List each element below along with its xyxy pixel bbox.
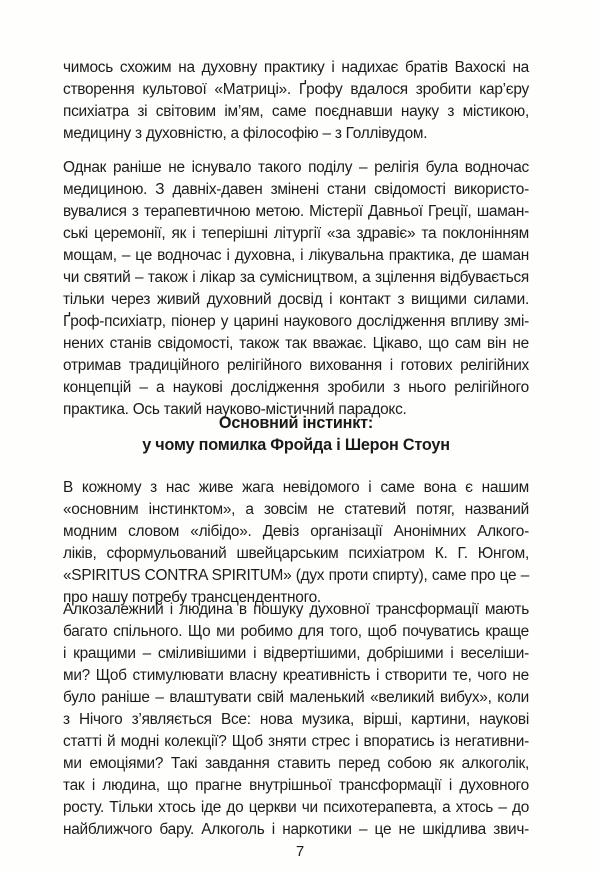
- text-line: росту. Тільки хтось іде до церкви чи психотерапевта, а хтось – до: [63, 799, 529, 816]
- text-line: з Нічого з’являється Все: нова музика, вірші, картини, наукові: [63, 711, 529, 728]
- text-line: ські церемонії, як і теперішні літургії «за здравіє» та поклонінням: [63, 225, 529, 242]
- text-line: концепцій – а наукові дослідження зробили з нього релігійного: [63, 379, 529, 396]
- text-line: отримав традиційного релігійного виховання і готових релігійних: [63, 357, 529, 374]
- paragraph-basic-instinct: [63, 477, 529, 609]
- text-line: Однак раніше не існувало такого поділу – релігія була водночас: [63, 159, 529, 176]
- text-line: чимось схожим на духовну практику і надихає братів Вахоскі на: [63, 59, 529, 76]
- text-line: медицину з духовністю, а філософію – з Голлівудом.: [63, 125, 428, 142]
- text-line: найближчого бару. Алкоголь і наркотики – це не шкідлива звич-: [63, 821, 529, 838]
- heading-line-2: у чому помилка Фройда і Шерон Стоун: [142, 436, 450, 454]
- text-line: так і людина, що прагне внутрішньої трансформації і духовного: [63, 777, 529, 794]
- text-line: ми? Щоб стимулювати власну креативність і створити те, чого не: [63, 667, 529, 684]
- text-line: статті й модні колекції? Щоб зняти стрес і впоратись із негативни-: [63, 733, 529, 750]
- text-line: нених станів свідомості, також так вважає. Цікаво, що сам він не: [63, 335, 529, 352]
- text-line: створення культової «Матриці». Ґрофу вдалося зробити кар’єру: [63, 81, 529, 98]
- text-line: було раніше – влаштувати свій маленький «великий вибух», коли: [63, 689, 529, 706]
- text-line: В кожному з нас живе жага невідомого і саме вона є нашим: [63, 479, 529, 496]
- section-heading: [63, 412, 529, 456]
- paragraph-alcohol-transformation: [63, 599, 529, 841]
- text-line: Ґроф-психіатр, піонер у царині наукового дослідження впливу змі-: [63, 313, 529, 330]
- text-line: медициною. З давніх-давен змінені стани свідомості використо-: [63, 181, 529, 198]
- text-line: і кращими – сміливішими і відвертішими, добрішими і веселіши-: [63, 645, 529, 662]
- text-line: модним словом «лібідо». Девіз організації Анонімних Алкого-: [63, 523, 529, 540]
- text-line: «SPIRITUS CONTRA SPIRITUM» (дух проти спирту), саме про це –: [63, 567, 529, 584]
- text-line: про нашу потребу трансцендентного.: [63, 589, 321, 606]
- text-line: практика. Ось такий науково-містичний парадокс.: [63, 401, 407, 418]
- text-line: вувалися з терапевтичною метою. Містерії Давньої Греції, шаман-: [63, 203, 529, 220]
- text-line: багато спільного. Що ми робимо для того, щоб почуватись краще: [63, 623, 529, 640]
- text-line: чи святий – також і лікар за сумісництвом, а зцілення відбувається: [63, 269, 529, 286]
- text-line: «основним інстинктом», а зовсім не статевий потяг, названий: [63, 501, 529, 518]
- paragraph-grof-career: [63, 57, 529, 145]
- text-line: мощам, – це водночас і духовна, і лікувальна практика, де шаман: [63, 247, 529, 264]
- text-line: психіатра зі світовим ім’ям, саме поєднавши науку з містикою,: [63, 103, 529, 120]
- text-line: ми емоціями? Такі завдання ставить перед собою як алкоголік,: [63, 755, 529, 772]
- text-line: Алкозалежний і людина в пошуку духовної трансформації мають: [63, 601, 529, 618]
- text-line: ліків, сформульований швейцарським психіатром К. Г. Юнгом,: [63, 545, 529, 562]
- page-number: 7: [295, 843, 305, 860]
- paragraph-religion-medicine: [63, 157, 529, 421]
- text-line: тільки через живий духовний досвід і контакт з вищими силами.: [63, 291, 529, 308]
- heading-line-1: Основний інстинкт:: [218, 414, 374, 432]
